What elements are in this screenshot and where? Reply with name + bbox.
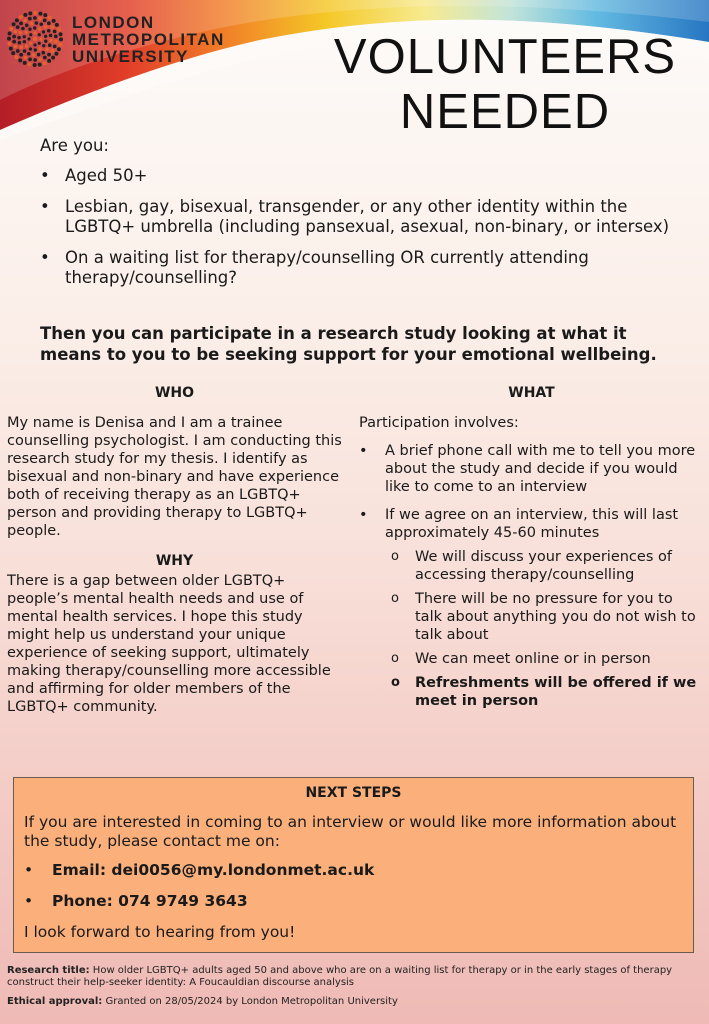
logo-dot bbox=[23, 61, 27, 65]
logo-dot bbox=[33, 43, 36, 46]
logo-dot bbox=[23, 40, 26, 43]
logo-dot bbox=[23, 49, 27, 53]
what-subitem: o We can meet online or in person bbox=[359, 650, 704, 668]
logo-dot bbox=[29, 33, 32, 36]
logo-dot bbox=[38, 12, 42, 16]
logo-dot bbox=[51, 56, 55, 60]
logo-dot bbox=[23, 13, 27, 17]
logo-dot bbox=[33, 63, 37, 67]
what-item-interview: • If we agree on an interview, this will last approximately 45-60 minutes bbox=[359, 506, 704, 542]
logo-dot bbox=[52, 19, 56, 23]
logo-dot bbox=[42, 30, 45, 33]
logo-dot bbox=[30, 22, 34, 26]
logo-dot bbox=[12, 22, 16, 26]
logo-dot bbox=[19, 53, 23, 57]
logo-dot bbox=[7, 42, 11, 46]
logo-dot bbox=[53, 30, 57, 34]
eligibility-question: Are you: bbox=[40, 136, 109, 155]
logo-dot bbox=[44, 39, 47, 42]
next-steps-box bbox=[13, 777, 694, 953]
logo-dot bbox=[43, 61, 47, 65]
logo-line-2: METROPOLITAN bbox=[72, 29, 225, 49]
what-item-phone-call: • A brief phone call with me to tell you more about the study and decide if you would like to come to an interview bbox=[359, 442, 704, 496]
logo-dot bbox=[42, 44, 45, 47]
eligibility-list bbox=[40, 166, 680, 288]
contact-phone[interactable]: • Phone: 074 9749 3643 bbox=[24, 892, 683, 911]
ethical-approval-text: Granted on 28/05/2024 by London Metropolitan University bbox=[102, 996, 398, 1007]
logo-dot bbox=[34, 48, 37, 51]
logo-dot bbox=[38, 17, 42, 21]
logo-dot bbox=[20, 45, 24, 49]
logo-dot bbox=[27, 37, 30, 40]
logo-dot bbox=[28, 17, 32, 21]
contact-list bbox=[24, 861, 683, 911]
title-line-2: NEEDED bbox=[399, 85, 611, 139]
logo-dot bbox=[28, 58, 32, 62]
research-title-text: How older LGBTQ+ adults aged 50 and above who are on a waiting list for therapy or in the early stages of therapy construct their help-seeker identity: A Foucauldian discourse analysis bbox=[7, 965, 673, 988]
logo-dot bbox=[18, 41, 22, 45]
what-intro: Participation involves: bbox=[359, 415, 519, 431]
right-column bbox=[359, 384, 704, 710]
logo-dot bbox=[41, 51, 45, 55]
ethical-approval bbox=[7, 996, 707, 1008]
left-column bbox=[7, 384, 342, 716]
logo-dot bbox=[54, 34, 58, 38]
logo-dot bbox=[54, 40, 58, 44]
why-heading: WHY bbox=[155, 553, 194, 569]
logo-dot bbox=[16, 25, 20, 29]
logo-dot bbox=[25, 24, 29, 28]
logo-dot bbox=[47, 29, 51, 33]
logo-dot bbox=[12, 35, 16, 39]
logo-dot bbox=[43, 13, 47, 17]
logo-dot bbox=[18, 31, 22, 35]
next-steps-heading: NEXT STEPS bbox=[305, 785, 402, 801]
logo-line-1: LONDON bbox=[72, 12, 155, 32]
logo-dot bbox=[38, 47, 41, 50]
what-subitem-refreshments: o Refreshments will be offered if we meet in person bbox=[359, 674, 704, 710]
logo-dot bbox=[50, 25, 54, 29]
logo-dot bbox=[23, 19, 27, 23]
logo-dot bbox=[39, 22, 43, 26]
logo-dot bbox=[48, 16, 52, 20]
logo-dot bbox=[13, 30, 17, 34]
who-heading: WHO bbox=[154, 385, 195, 401]
who-text: My name is Denisa and I am a trainee counselling psychologist. I am conducting this research study for my thesis. I identify as bisexual and non-binary and have experience both of receiving therapy as an LGBTQ+ person and providing therapy to LGBTQ+ people. bbox=[7, 415, 342, 539]
logo-dot bbox=[47, 59, 51, 63]
logo-dot bbox=[38, 57, 42, 61]
logo-line-3: UNIVERSITY bbox=[72, 46, 190, 66]
what-subitem: o There will be no pressure for you to talk about anything you do not wish to talk about bbox=[359, 590, 704, 644]
logo-dot bbox=[23, 35, 26, 38]
research-title bbox=[7, 965, 707, 989]
sunburst-logo-icon bbox=[4, 8, 66, 70]
title-line-1: VOLUNTEERS bbox=[333, 30, 677, 84]
logo-dot bbox=[25, 44, 28, 47]
logo-dot bbox=[33, 26, 36, 29]
logo-dot bbox=[47, 21, 51, 25]
logo-dot bbox=[28, 11, 32, 15]
logo-dot bbox=[28, 62, 32, 66]
logo-dot bbox=[54, 52, 58, 56]
logo-dot bbox=[45, 48, 49, 52]
logo-dot bbox=[47, 53, 51, 57]
logo-dot bbox=[33, 16, 37, 20]
logo-dot bbox=[16, 49, 20, 53]
logo-dot bbox=[43, 56, 47, 60]
logo-dot bbox=[11, 51, 15, 55]
logo-dot bbox=[27, 52, 31, 56]
university-logo bbox=[4, 8, 225, 70]
logo-dot bbox=[58, 42, 62, 46]
logo-dot bbox=[32, 53, 36, 57]
logo-dot bbox=[14, 45, 18, 49]
eligibility-item: • Lesbian, gay, bisexual, transgender, or any other identity within the LGBTQ+ umbrella (including pansexual, asexual, non-binary, or intersex) bbox=[40, 197, 680, 237]
logo-dot bbox=[38, 27, 41, 30]
contact-email[interactable]: • Email: dei0056@my.londonmet.ac.uk bbox=[24, 861, 683, 880]
eligibility-section bbox=[40, 136, 680, 299]
logo-dot bbox=[50, 49, 54, 53]
logo-dot bbox=[9, 27, 13, 31]
logo-dot bbox=[33, 58, 37, 62]
logo-dot bbox=[25, 31, 28, 34]
logo-dot bbox=[44, 25, 48, 29]
logo-dot bbox=[48, 43, 52, 47]
logo-dot bbox=[55, 23, 59, 27]
logo-dot bbox=[33, 31, 36, 34]
participation-callout: Then you can participate in a research study looking at what it means to you to be seeking support for your emotional wellbeing. bbox=[40, 324, 657, 364]
logo-dot bbox=[8, 32, 12, 36]
poster-title bbox=[330, 30, 680, 140]
next-steps-text: If you are interested in coming to an interview or would like more information about the study, please contact me on: bbox=[24, 813, 677, 850]
logo-dot bbox=[38, 33, 41, 36]
logo-dot bbox=[15, 18, 19, 22]
logo-dot bbox=[21, 27, 25, 31]
logo-dot bbox=[28, 28, 31, 31]
logo-dot bbox=[53, 44, 57, 48]
logo-dot bbox=[57, 47, 61, 51]
logo-dot bbox=[35, 21, 39, 25]
logo-dot bbox=[59, 32, 63, 36]
logo-dot bbox=[37, 53, 41, 57]
research-title-label: Research title: bbox=[7, 965, 90, 976]
logo-dot bbox=[18, 58, 22, 62]
what-heading: WHAT bbox=[508, 385, 555, 401]
logo-dot bbox=[59, 37, 63, 41]
logo-dot bbox=[19, 15, 23, 19]
what-list bbox=[359, 442, 704, 710]
closing-text: I look forward to hearing from you! bbox=[24, 923, 296, 941]
logo-dot bbox=[49, 34, 53, 38]
logo-dot bbox=[44, 35, 47, 38]
logo-dot bbox=[38, 42, 41, 45]
logo-dot bbox=[17, 36, 21, 40]
what-subitem: o We will discuss your experiences of accessing therapy/counselling bbox=[359, 548, 704, 584]
why-text: There is a gap between older LGBTQ+ people’s mental health needs and use of mental health services. I hope this study might help us understand your unique experience of seeking support, ultimately making therapy/counselling more accessible and affirming for older members of the LGBTQ+ community. bbox=[7, 573, 331, 715]
logo-dot bbox=[49, 39, 53, 43]
logo-dot bbox=[39, 37, 42, 40]
logo-dot bbox=[57, 27, 61, 31]
logo-dot bbox=[33, 11, 37, 15]
logo-dot bbox=[14, 55, 18, 59]
logo-dot bbox=[33, 37, 37, 41]
logo-dot bbox=[23, 56, 27, 60]
logo-dot bbox=[43, 18, 47, 22]
logo-dot bbox=[29, 42, 32, 45]
logo-dot bbox=[29, 47, 32, 50]
eligibility-item: • On a waiting list for therapy/counselling OR currently attending therapy/counselling? bbox=[40, 248, 680, 288]
logo-dot bbox=[7, 37, 11, 41]
ethical-approval-label: Ethical approval: bbox=[7, 996, 103, 1007]
logo-dot bbox=[9, 47, 13, 51]
logo-dot bbox=[19, 21, 23, 25]
logo-dot bbox=[38, 63, 42, 67]
logo-dot bbox=[12, 40, 16, 44]
eligibility-item: • Aged 50+ bbox=[40, 166, 680, 186]
